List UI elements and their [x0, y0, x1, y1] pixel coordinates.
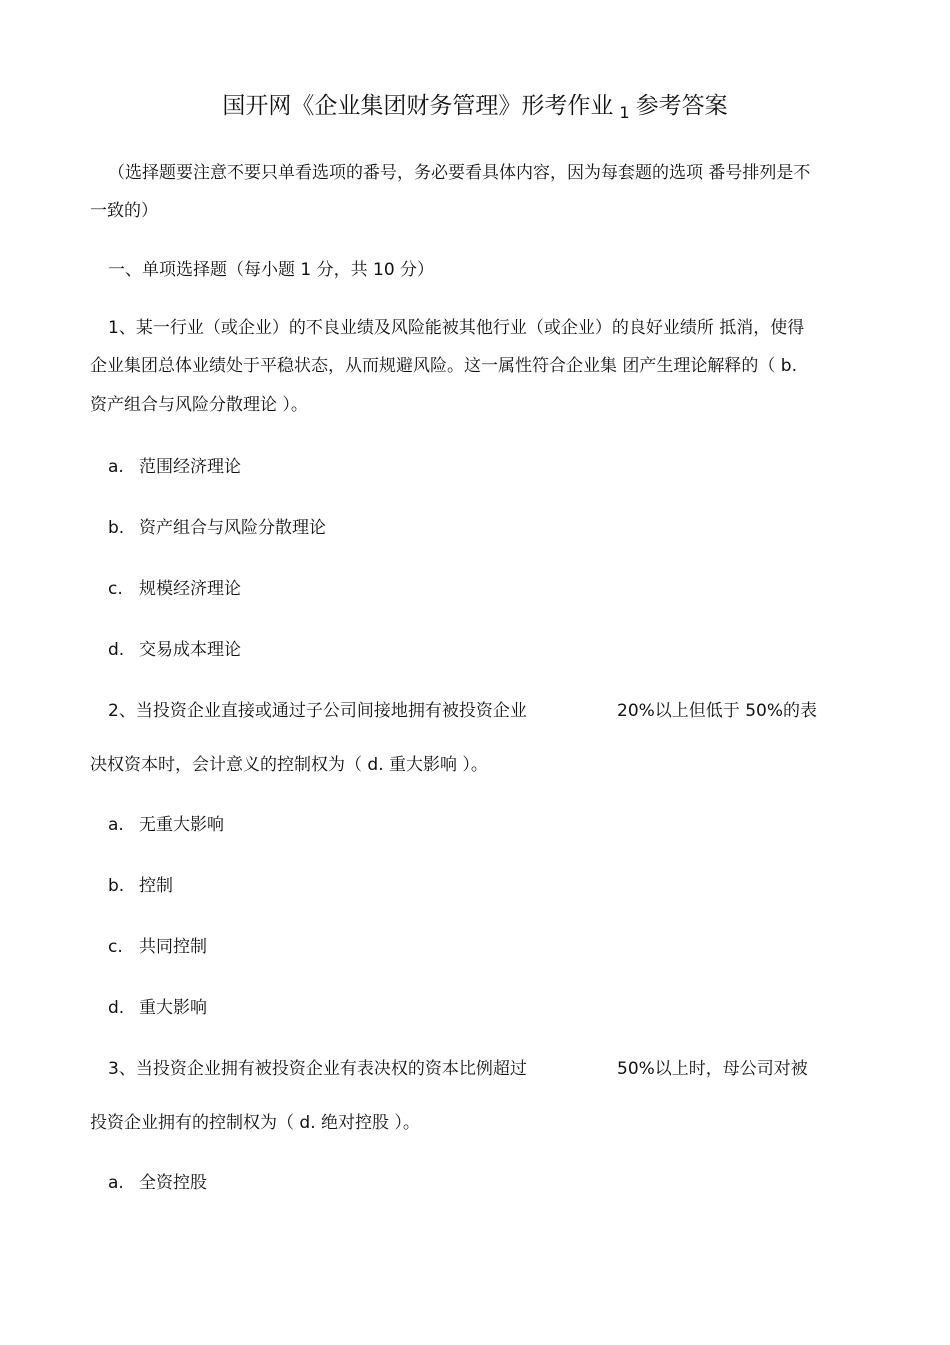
q2-option-c: [108, 935, 207, 959]
option-text: 规模经济理论: [139, 579, 241, 599]
title-tail: 参考答案: [635, 93, 728, 119]
q1-option-c: [108, 577, 241, 601]
q2-line-1a: 2、当投资企业直接或通过子公司间接地拥有被投资企业: [108, 701, 527, 721]
q3-line-1a: 3、当投资企业拥有被投资企业有表决权的资本比例超过: [108, 1059, 527, 1079]
q1-option-d: [108, 638, 241, 662]
q2-option-b: [108, 874, 173, 898]
option-letter: a.: [108, 457, 124, 477]
option-text: 无重大影响: [139, 815, 224, 835]
q3-line-2: 投资企业拥有的控制权为（ d. 绝对控股 ）。: [90, 1113, 420, 1133]
option-letter: d.: [108, 640, 125, 660]
note-line-1: （选择题要注意不要只单看选项的番号，务必要看具体内容，因为每套题的选项 番号排列是不: [108, 163, 811, 183]
option-text: 重大影响: [139, 998, 207, 1018]
title-main: 国开网《企业集团财务管理》形考作业: [222, 93, 614, 119]
option-text: 资产组合与风险分散理论: [139, 518, 326, 538]
option-text: 控制: [139, 876, 173, 896]
q3-line-1b: 50%以上时，母公司对被: [617, 1059, 808, 1079]
q1-line-3: 资产组合与风险分散理论 ）。: [90, 395, 308, 415]
option-letter: b.: [108, 518, 125, 538]
q1-option-b: [108, 516, 326, 540]
q2-line-1b: 20%以上但低于 50%的表: [617, 701, 817, 721]
document-title: [0, 90, 950, 124]
q2-option-a: [108, 813, 224, 837]
q1-option-a: [108, 455, 241, 479]
title-number: 1: [619, 103, 630, 122]
option-letter: a.: [108, 1173, 124, 1193]
option-text: 交易成本理论: [139, 640, 241, 660]
option-letter: c.: [108, 937, 123, 957]
option-letter: a.: [108, 815, 124, 835]
q2-line-2: 决权资本时，会计意义的控制权为（ d. 重大影响 ）。: [90, 755, 488, 775]
option-text: 全资控股: [139, 1173, 207, 1193]
q3-option-a: [108, 1171, 207, 1195]
option-text: 范围经济理论: [139, 457, 241, 477]
option-letter: c.: [108, 579, 123, 599]
section-heading: 一、单项选择题（每小题 1 分，共 10 分）: [108, 260, 435, 280]
q2-option-d: [108, 996, 207, 1020]
option-letter: b.: [108, 876, 125, 896]
option-text: 共同控制: [139, 937, 207, 957]
q1-line-1: 1、某一行业（或企业）的不良业绩及风险能被其他行业（或企业）的良好业绩所 抵消，使得: [108, 318, 805, 338]
q1-line-2: 企业集团总体业绩处于平稳状态，从而规避风险。这一属性符合企业集 团产生理论解释的（ b.: [90, 356, 798, 376]
note-line-2: 一致的）: [90, 201, 158, 221]
option-letter: d.: [108, 998, 125, 1018]
